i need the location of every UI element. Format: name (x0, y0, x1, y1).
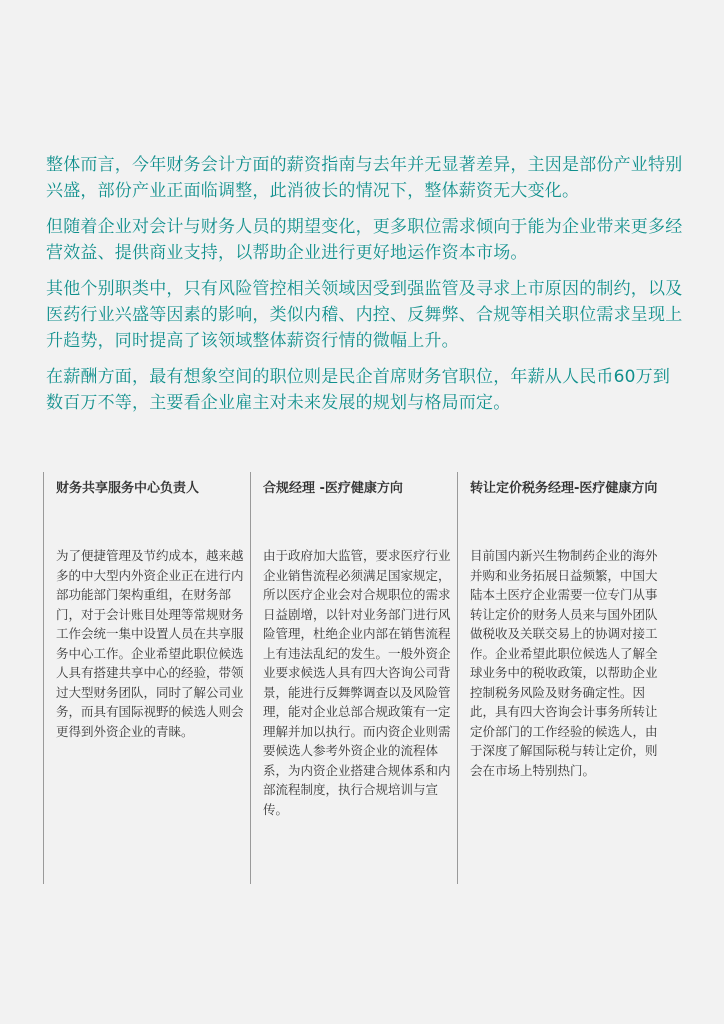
intro-paragraph: 整体而言，今年财务会计方面的薪资指南与去年并无显著差异，主因是部份产业特别兴盛，部份产业正面临调整，此消彼长的情况下，整体薪资无大变化。 (46, 155, 683, 201)
role-title: 转让定价税务经理-医疗健康方向 (470, 481, 658, 496)
role-column-transfer-pricing (457, 472, 658, 884)
role-column-shared-services (43, 472, 244, 884)
role-description: 目前国内新兴生物制药企业的海外并购和业务拓展日益频繁，中国大陆本土医疗企业需要一位专门从事转让定价的财务人员来与国外团队做税收及关联交易上的协调对接工作。企业希望此职位候选人了解全球业务中的税收政策，以帮助企业控制税务风险及财务确定性。因此，具有四大咨询会计事务所转让定价部门的工作经验的候选人，由于深度了解国际税与转让定价，则会在市场上特别热门。 (470, 548, 658, 778)
role-column-compliance (250, 472, 451, 884)
role-title: 合规经理 -医疗健康方向 (263, 481, 403, 496)
role-title: 财务共享服务中心负责人 (56, 481, 200, 496)
intro-paragraph: 其他个别职类中，只有风险管控相关领域因受到强监管及寻求上市原因的制约，以及医药行业兴盛等因素的影响，类似内稽、内控、反舞弊、合规等相关职位需求呈现上升趋势，同时提高了该领域整体薪资行情的微幅上升。 (46, 279, 683, 351)
role-description: 由于政府加大监管，要求医疗行业企业销售流程必须满足国家规定，所以医疗企业会对合规职位的需求日益剧增，以针对业务部门进行风险管理，杜绝企业内部在销售流程上有违法乱纪的发生。一般外资企业要求候选人具有四大咨询公司背景，能进行反舞弊调查以及风险管理，能对企业总部合规政策有一定理解并加以执行。而内资企业则需要候选人参考外资企业的流程体系，为内资企业搭建合规体系和内部流程制度，执行合规培训与宣传。 (263, 548, 451, 817)
intro-paragraph: 但随着企业对会计与财务人员的期望变化，更多职位需求倾向于能为企业带来更多经营效益、提供商业支持，以帮助企业进行更好地运作资本市场。 (46, 217, 683, 263)
intro-section (46, 152, 686, 426)
role-description: 为了便捷管理及节约成本，越来越多的中大型内外资企业正在进行内部功能部门架构重组，在财务部门，对于会计账目处理等常规财务工作会统一集中设置人员在共享服务中心工作。企业希望此职位候选人具有搭建共享中心的经验，带领过大型财务团队，同时了解公司业务，而具有国际视野的候选人则会更得到外资企业的青睐。 (56, 548, 244, 739)
intro-paragraph: 在薪酬方面，最有想象空间的职位则是民企首席财务官职位，年薪从人民币60万到数百万不等，主要看企业雇主对未来发展的规划与格局而定。 (46, 367, 671, 413)
